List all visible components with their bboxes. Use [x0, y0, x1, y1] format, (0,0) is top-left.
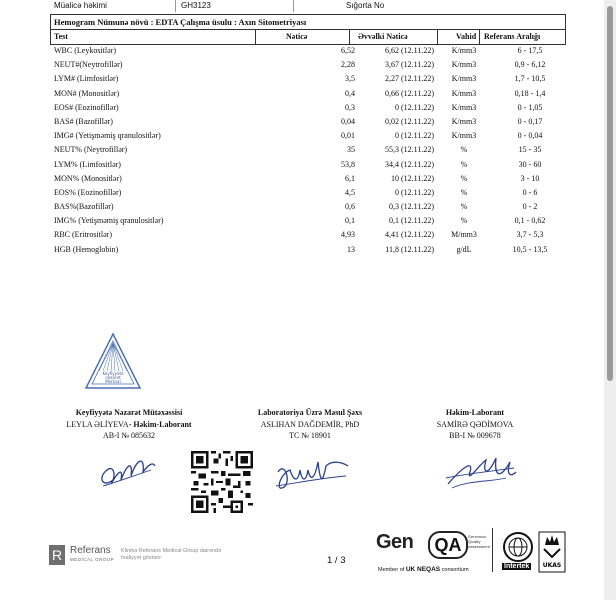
signer-id: TC № 18901 — [289, 431, 331, 440]
quality-seal-icon — [83, 331, 143, 391]
header-divider — [293, 0, 294, 12]
signer-id: AB-I № 085632 — [102, 431, 156, 440]
logo-mark: R — [49, 545, 65, 565]
svg-text:Keyfiyyətə: Keyfiyyətə — [102, 371, 124, 376]
ukas-crown-icon — [538, 531, 566, 573]
footer-divider — [492, 528, 493, 572]
signature-icon — [93, 450, 159, 494]
table-row: MON% (Monositlər) 6,1 10 (12.11.22) % 3 - 10 — [54, 173, 540, 183]
column-unit: Vahid — [456, 32, 477, 41]
table-row: EOS% (Eozinofillər) 4,5 0 (12.11.22) % 0 - 6 — [54, 187, 538, 197]
doctor-label: Müalicə həkimi — [54, 1, 107, 10]
table-row: HGB (Hemoglobin) 13 11,8 (12.11.22) g/dL 10,5 - 13,5 — [54, 244, 548, 254]
table-row: BAS# (Bazofillər) 0,04 0,02 (12.11.22) K/mm3 0 - 0,17 — [54, 116, 543, 126]
signature-icon — [272, 452, 352, 496]
table-row: IMG# (Yetişməmiş qranulositlər) 0,01 0 (12.11.22) K/mm3 0 - 0,04 — [54, 131, 543, 141]
genqa-qa: QA — [428, 531, 468, 559]
column-previous: Əvvəlki Nəticə — [358, 32, 408, 41]
header-divider — [175, 0, 176, 12]
column-ref: Referans Aralığı — [484, 32, 541, 41]
svg-text:nəzarət: nəzarət — [105, 375, 121, 380]
column-divider — [479, 30, 480, 44]
logo-description: Klinika Referans Medical Group dairəndə fəaliyyət göstərir — [121, 548, 222, 561]
logo-name: Referans — [70, 545, 111, 556]
column-value: Nəticə — [286, 32, 308, 41]
scrollbar-thumb[interactable] — [607, 6, 613, 381]
signer-title: Keyfiyyətə Nəzarət Mütəxəssisi — [75, 408, 183, 417]
insurance-label: Sığorta No — [346, 1, 385, 10]
table-row: NEUT#(Neytrofillər) 2,28 3,67 (12.11.22) K/mm3 0,9 - 6,12 — [54, 60, 546, 70]
logo-group: MEDİCAL GROUP — [70, 557, 115, 562]
section-title: Hemogram Nümunə növü : EDTA Çalışma üsulu : Axın Sitometriyası — [54, 17, 307, 27]
signature-block-doctor — [385, 407, 565, 442]
signer-name: LEYLA ƏLİYEVA- Həkim-Laborant — [66, 419, 192, 429]
column-divider — [255, 30, 256, 44]
table-row: LYM# (Limfositlər) 3,5 2,27 (12.11.22) K/mm3 1,7 - 10,5 — [54, 74, 546, 84]
globe-icon — [502, 531, 534, 563]
svg-text:Mərkəzi: Mərkəzi — [105, 379, 121, 384]
column-test: Test — [54, 32, 68, 41]
signature-block-quality — [39, 407, 219, 442]
header-line — [50, 0, 552, 12]
column-divider — [437, 30, 438, 44]
table-row: IMG% (Yetişməmiş qranulositlər) 0,1 0,1 (12.11.22) % 0,1 - 0,62 — [54, 216, 546, 226]
signature-block-lab — [220, 407, 400, 442]
genqa-member: Member of UK NEQAS consortium — [378, 566, 469, 573]
signer-title: Həkim-Laborant — [445, 408, 505, 417]
table-row: WBC (Leykositlər) 6,52 6,62 (12.11.22) K/mm3 6 - 17,5 — [54, 46, 543, 55]
page-number: 1 / 3 — [327, 555, 346, 566]
column-headers — [51, 29, 565, 44]
svg-text:UKAS: UKAS — [542, 562, 562, 569]
signer-name: ASLIHAN DAĞDEMİR, PhD — [260, 419, 360, 429]
table-row: MON# (Monositlər) 0,4 0,66 (12.11.22) K/mm3 0,18 - 1,4 — [54, 88, 546, 98]
table-row: BAS%(Bazofillər) 0,6 0,3 (12.11.22) % 0 - 2 — [54, 202, 538, 212]
signer-name: SAMİRƏ QƏDİMOVA — [436, 419, 514, 429]
table-row: EOS# (Eozinofillər) 0,3 0 (12.11.22) K/mm3 0 - 1,05 — [54, 102, 543, 112]
table-row: LYM% (Limfositlər) 53,8 34,4 (12.11.22) % 30 - 60 — [54, 159, 542, 169]
table-row: RBC (Eritrositlər) 4,93 4,41 (12.11.22) M/mm3 3,7 - 5,3 — [54, 230, 544, 240]
scrollbar[interactable] — [604, 0, 616, 600]
qr-code-icon — [191, 451, 253, 513]
signer-title: Laboratoriya Üzrə Məsul Şəxs — [257, 408, 363, 417]
results-table — [50, 44, 570, 257]
signature-icon — [440, 450, 520, 494]
signer-id: BB-I № 009678 — [449, 431, 501, 440]
patient-id: GH3123 — [181, 1, 211, 10]
genqa-tagline: Genomics Quality Assessment — [468, 534, 490, 549]
intertek-label: Intertek — [504, 563, 530, 570]
genqa-gen: Gen — [376, 531, 414, 553]
hemogram-header-box — [50, 14, 566, 45]
column-divider — [349, 30, 350, 44]
table-row: NEUT% (Neytrofillər) 35 55,3 (12.11.22) % 15 - 35 — [54, 145, 542, 155]
